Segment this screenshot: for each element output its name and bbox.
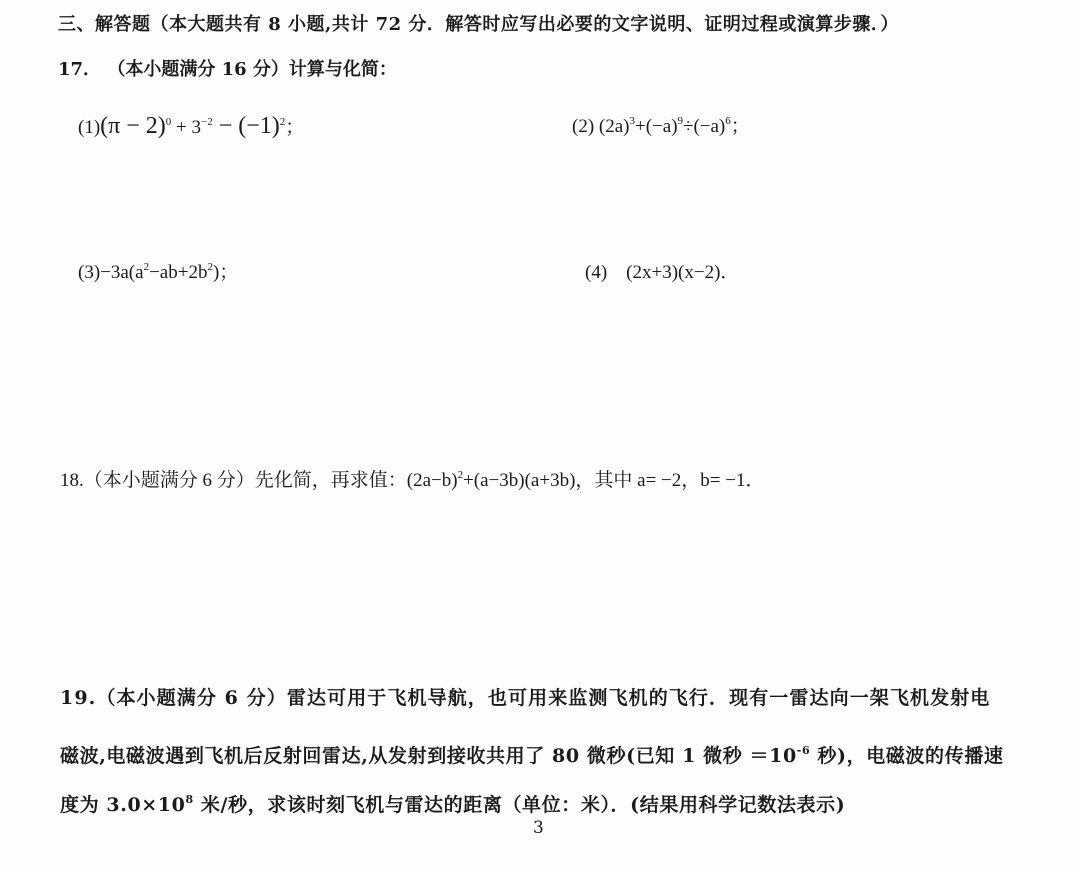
question-17-part-2	[572, 116, 750, 139]
question-19-line-2	[60, 745, 1003, 768]
math-exponent: 8	[185, 793, 194, 806]
part-label: (3)	[78, 262, 101, 283]
math-term: +(−a)	[635, 116, 678, 137]
text-segment: 度为 3.0×10	[60, 794, 186, 816]
page-number: 3	[533, 818, 544, 838]
math-term: ÷(−a)	[683, 116, 726, 137]
question-17-part-1	[78, 112, 304, 141]
part-label: (4)	[585, 262, 627, 283]
question-18	[60, 470, 764, 493]
math-term: − (−1)	[212, 113, 280, 139]
math-exponent: 0	[165, 116, 172, 128]
question-17-part-4	[585, 262, 739, 285]
math-term: −ab+2b	[149, 262, 208, 283]
math-term: (2a)	[598, 116, 630, 137]
math-exponent: 6	[725, 115, 731, 127]
section-header: 三、解答题（本大题共有 8 小题,共计 72 分．解答时应写出必要的文字说明、证明过程或演算步骤．）	[58, 14, 899, 35]
text-segment: 米/秒，求该时刻飞机与雷达的距离（单位：米）．(结果用科学记数法表示)	[193, 794, 846, 816]
math-exponent: -6	[796, 744, 811, 757]
question-19-line-1: 19.（本小题满分 6 分）雷达可用于飞机导航，也可用来监测飞机的飞行．现有一雷达向一架飞机发射电	[60, 687, 991, 709]
math-term: −3a(a	[100, 262, 144, 283]
question-17-heading: 17． （本小题满分 16 分）计算与化简：	[58, 59, 397, 80]
question-17-part-3	[78, 262, 238, 285]
question-18-prefix: 18.（本小题满分 6 分）先化简，再求值：	[60, 470, 407, 491]
math-exponent: 2	[143, 261, 150, 273]
math-term: (2a−b)	[406, 470, 458, 491]
question-18-suffix: ，其中 a= −2，b= −1．	[575, 470, 765, 491]
math-exponent: 9	[677, 115, 684, 127]
math-term: +(a−3b)(a+3b)	[463, 470, 576, 491]
math-end: ；	[730, 116, 750, 137]
math-exponent: 2	[279, 116, 286, 128]
part-label: (2)	[572, 116, 599, 137]
text-segment: 磁波,电磁波遇到飞机后反射回雷达,从发射到接收共用了 80 微秒(已知 1 微秒 ＝10	[60, 745, 797, 767]
part-label: (1)	[78, 117, 101, 138]
math-end: )；	[212, 262, 239, 283]
math-exponent: 3	[629, 115, 635, 127]
math-term: (2x+3)(x−2)．	[626, 262, 740, 283]
math-term: (π − 2)	[100, 113, 166, 139]
math-exponent: 2	[457, 469, 464, 481]
math-end: ；	[285, 117, 305, 138]
math-exponent: −2	[201, 116, 213, 128]
text-segment: 秒)，电磁波的传播速	[810, 745, 1004, 767]
math-exponent: 2	[207, 261, 213, 273]
math-term: + 3	[171, 117, 202, 138]
question-19-line-3	[60, 794, 845, 817]
